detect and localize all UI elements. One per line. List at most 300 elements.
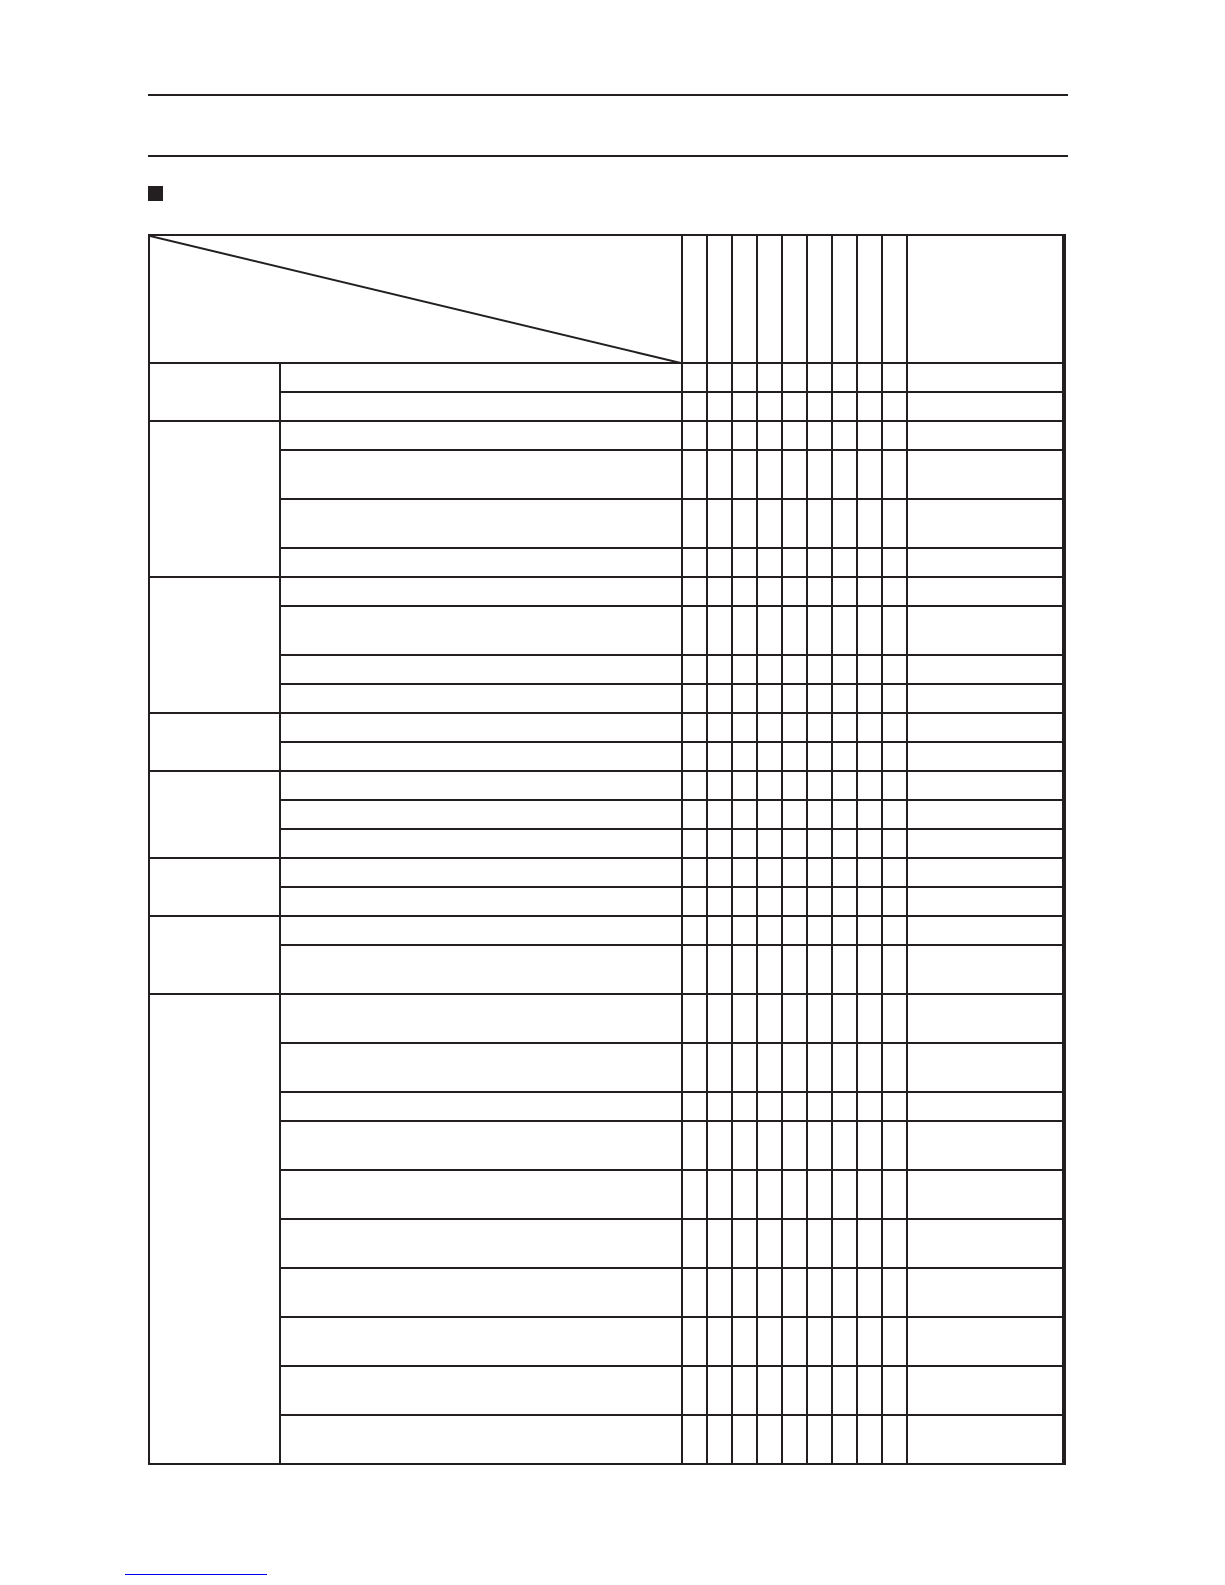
check-cell: [807, 1415, 832, 1464]
check-cell: [782, 548, 807, 577]
check-cell: [707, 800, 732, 829]
check-cell: [782, 858, 807, 887]
row-label-cell: [280, 771, 682, 800]
remarks-cell: [1063, 887, 1065, 916]
check-cell: [857, 499, 882, 548]
remarks-cell: [1063, 1170, 1065, 1219]
header-row: [149, 235, 1065, 363]
check-cell: [807, 1366, 832, 1415]
check-cell: [732, 1415, 757, 1464]
remarks-cell: [1063, 1317, 1065, 1366]
check-cell: [782, 363, 807, 392]
check-cell: [807, 363, 832, 392]
table-row: [149, 1170, 1065, 1219]
check-cell: [707, 1219, 732, 1268]
check-cell: [782, 1219, 807, 1268]
check-cell: [757, 1170, 782, 1219]
check-cell: [857, 800, 882, 829]
table-row: [149, 1043, 1065, 1092]
header-rule-bottom: [148, 155, 1068, 157]
remarks-cell: [1063, 548, 1065, 577]
check-cell: [832, 858, 857, 887]
check-cell: [707, 548, 732, 577]
remarks-cell: [1063, 1092, 1065, 1121]
check-cell: [732, 829, 757, 858]
check-cell: [807, 713, 832, 742]
check-cell: [882, 450, 907, 499]
check-cell: [857, 450, 882, 499]
check-cell: [807, 450, 832, 499]
column-header-8: [857, 235, 882, 363]
check-cell: [857, 829, 882, 858]
check-cell: [757, 655, 782, 684]
check-cell: [682, 1170, 707, 1219]
remarks-cell: [1063, 858, 1065, 887]
table-row: [149, 1121, 1065, 1170]
check-cell: [682, 742, 707, 771]
table-row: [149, 1366, 1065, 1415]
row-label-cell: [280, 1219, 682, 1268]
check-cell: [882, 887, 907, 916]
check-cell: [882, 771, 907, 800]
check-cell: [907, 684, 1063, 713]
check-cell: [832, 887, 857, 916]
check-cell: [707, 1268, 732, 1317]
check-cell: [907, 1043, 1063, 1092]
table-row: [149, 363, 1065, 392]
check-cell: [907, 829, 1063, 858]
check-cell: [732, 1366, 757, 1415]
table-row: [149, 800, 1065, 829]
check-cell: [757, 363, 782, 392]
check-cell: [757, 945, 782, 994]
check-cell: [857, 1219, 882, 1268]
check-cell: [732, 655, 757, 684]
check-cell: [882, 1043, 907, 1092]
check-cell: [857, 1317, 882, 1366]
check-cell: [807, 887, 832, 916]
check-cell: [682, 606, 707, 655]
group-label-cell: [149, 771, 280, 858]
check-cell: [882, 742, 907, 771]
check-cell: [707, 916, 732, 945]
check-cell: [832, 421, 857, 450]
check-cell: [757, 1043, 782, 1092]
check-cell: [732, 684, 757, 713]
check-cell: [832, 916, 857, 945]
check-cell: [732, 1268, 757, 1317]
check-cell: [882, 684, 907, 713]
check-cell: [782, 1170, 807, 1219]
check-cell: [757, 858, 782, 887]
check-cell: [807, 742, 832, 771]
check-cell: [732, 713, 757, 742]
check-cell: [857, 1366, 882, 1415]
check-cell: [732, 1043, 757, 1092]
remarks-cell: [1063, 1415, 1065, 1464]
check-cell: [757, 916, 782, 945]
remarks-cell: [1063, 392, 1065, 421]
group-label-cell: [149, 713, 280, 771]
check-cell: [682, 1268, 707, 1317]
check-cell: [907, 421, 1063, 450]
check-cell: [682, 916, 707, 945]
check-cell: [782, 655, 807, 684]
row-label-cell: [280, 713, 682, 742]
check-cell: [807, 800, 832, 829]
check-cell: [682, 684, 707, 713]
table-row: [149, 421, 1065, 450]
check-cell: [857, 684, 882, 713]
check-cell: [707, 1317, 732, 1366]
check-cell: [882, 1415, 907, 1464]
check-cell: [907, 945, 1063, 994]
column-header-9: [882, 235, 907, 363]
check-cell: [782, 1317, 807, 1366]
check-cell: [782, 916, 807, 945]
check-cell: [907, 1121, 1063, 1170]
check-cell: [857, 1092, 882, 1121]
check-cell: [807, 655, 832, 684]
row-label-cell: [280, 1092, 682, 1121]
check-cell: [707, 1092, 732, 1121]
table-row: [149, 606, 1065, 655]
check-cell: [907, 450, 1063, 499]
check-cell: [807, 1092, 832, 1121]
group-label-cell: [149, 858, 280, 916]
check-cell: [882, 577, 907, 606]
check-cell: [757, 742, 782, 771]
column-header-7: [832, 235, 857, 363]
row-label-cell: [280, 916, 682, 945]
row-label-cell: [280, 392, 682, 421]
check-cell: [832, 994, 857, 1043]
check-cell: [882, 829, 907, 858]
table-row: [149, 1219, 1065, 1268]
check-cell: [732, 450, 757, 499]
check-cell: [907, 1317, 1063, 1366]
remarks-cell: [1063, 684, 1065, 713]
check-cell: [707, 1415, 732, 1464]
check-cell: [782, 994, 807, 1043]
check-cell: [757, 771, 782, 800]
check-cell: [907, 994, 1063, 1043]
check-cell: [707, 1366, 732, 1415]
check-cell: [832, 499, 857, 548]
check-cell: [857, 577, 882, 606]
check-cell: [682, 887, 707, 916]
group-label-cell: [149, 916, 280, 994]
check-cell: [807, 771, 832, 800]
check-cell: [707, 655, 732, 684]
check-cell: [832, 800, 857, 829]
check-cell: [782, 1121, 807, 1170]
group-label-cell: [149, 421, 280, 577]
check-cell: [832, 1317, 857, 1366]
check-cell: [682, 1121, 707, 1170]
check-cell: [832, 1170, 857, 1219]
check-cell: [882, 1268, 907, 1317]
diagonal-header-cell: [149, 235, 682, 363]
check-cell: [907, 577, 1063, 606]
check-cell: [882, 713, 907, 742]
check-cell: [757, 606, 782, 655]
check-cell: [682, 1317, 707, 1366]
check-cell: [832, 684, 857, 713]
check-cell: [732, 858, 757, 887]
check-cell: [732, 994, 757, 1043]
check-cell: [782, 713, 807, 742]
table-row: [149, 1092, 1065, 1121]
check-cell: [882, 800, 907, 829]
check-cell: [732, 800, 757, 829]
check-cell: [907, 887, 1063, 916]
check-cell: [757, 994, 782, 1043]
check-cell: [732, 421, 757, 450]
check-cell: [682, 1092, 707, 1121]
table-row: [149, 945, 1065, 994]
table-row: [149, 1415, 1065, 1464]
check-cell: [807, 858, 832, 887]
check-cell: [682, 945, 707, 994]
row-label-cell: [280, 945, 682, 994]
check-cell: [907, 499, 1063, 548]
check-cell: [782, 771, 807, 800]
check-cell: [907, 1092, 1063, 1121]
check-cell: [882, 1121, 907, 1170]
check-cell: [782, 1043, 807, 1092]
check-cell: [757, 392, 782, 421]
check-cell: [707, 363, 732, 392]
check-cell: [807, 1170, 832, 1219]
check-cell: [707, 450, 732, 499]
check-cell: [782, 421, 807, 450]
check-cell: [907, 392, 1063, 421]
check-cell: [682, 450, 707, 499]
check-cell: [782, 1268, 807, 1317]
check-cell: [707, 421, 732, 450]
check-cell: [857, 916, 882, 945]
check-cell: [782, 887, 807, 916]
table-row: [149, 771, 1065, 800]
check-cell: [832, 1092, 857, 1121]
check-cell: [707, 742, 732, 771]
check-cell: [857, 1268, 882, 1317]
check-cell: [757, 1415, 782, 1464]
table-row: [149, 858, 1065, 887]
check-cell: [907, 1219, 1063, 1268]
check-cell: [757, 421, 782, 450]
check-cell: [807, 1043, 832, 1092]
row-label-cell: [280, 994, 682, 1043]
remarks-cell: [1063, 945, 1065, 994]
check-cell: [682, 829, 707, 858]
remarks-cell: [1063, 829, 1065, 858]
check-cell: [807, 548, 832, 577]
table-row: [149, 450, 1065, 499]
check-cell: [707, 771, 732, 800]
footer-link-underline[interactable]: [125, 1574, 267, 1575]
row-label-cell: [280, 858, 682, 887]
check-cell: [757, 1121, 782, 1170]
check-cell: [807, 829, 832, 858]
check-cell: [757, 499, 782, 548]
check-cell: [857, 1170, 882, 1219]
check-cell: [807, 577, 832, 606]
check-cell: [707, 684, 732, 713]
check-cell: [707, 392, 732, 421]
check-cell: [807, 499, 832, 548]
check-cell: [757, 1219, 782, 1268]
check-cell: [907, 1170, 1063, 1219]
diagonal-line: [150, 236, 682, 363]
row-label-cell: [280, 421, 682, 450]
check-cell: [732, 1092, 757, 1121]
remarks-cell: [1063, 577, 1065, 606]
check-cell: [782, 1366, 807, 1415]
row-label-cell: [280, 577, 682, 606]
check-cell: [907, 363, 1063, 392]
check-cell: [732, 392, 757, 421]
check-cell: [782, 742, 807, 771]
table-row: [149, 1268, 1065, 1317]
grid-table: [148, 234, 1066, 1465]
check-cell: [857, 771, 882, 800]
check-cell: [682, 1219, 707, 1268]
check-cell: [907, 548, 1063, 577]
table-row: [149, 548, 1065, 577]
remarks-cell: [1063, 363, 1065, 392]
check-cell: [782, 499, 807, 548]
check-cell: [682, 363, 707, 392]
check-cell: [832, 577, 857, 606]
remarks-cell: [1063, 800, 1065, 829]
check-cell: [707, 1170, 732, 1219]
check-cell: [832, 606, 857, 655]
table-row: [149, 742, 1065, 771]
check-cell: [707, 1121, 732, 1170]
check-cell: [882, 1092, 907, 1121]
check-cell: [682, 994, 707, 1043]
remarks-cell: [1063, 1219, 1065, 1268]
row-label-cell: [280, 363, 682, 392]
check-cell: [732, 916, 757, 945]
check-cell: [682, 1366, 707, 1415]
row-label-cell: [280, 450, 682, 499]
check-cell: [757, 450, 782, 499]
table-row: [149, 684, 1065, 713]
check-cell: [682, 421, 707, 450]
group-label-cell: [149, 994, 280, 1464]
check-cell: [857, 713, 882, 742]
check-cell: [907, 916, 1063, 945]
check-cell: [832, 713, 857, 742]
check-cell: [757, 1366, 782, 1415]
check-cell: [732, 742, 757, 771]
check-cell: [857, 655, 882, 684]
row-label-cell: [280, 1170, 682, 1219]
check-cell: [882, 1366, 907, 1415]
check-cell: [807, 916, 832, 945]
check-cell: [832, 771, 857, 800]
remarks-cell: [1063, 450, 1065, 499]
check-cell: [732, 771, 757, 800]
check-cell: [832, 1043, 857, 1092]
check-cell: [732, 1219, 757, 1268]
check-cell: [882, 1170, 907, 1219]
check-cell: [732, 577, 757, 606]
check-cell: [682, 548, 707, 577]
row-label-cell: [280, 548, 682, 577]
check-cell: [807, 1219, 832, 1268]
check-cell: [857, 1043, 882, 1092]
row-label-cell: [280, 829, 682, 858]
check-cell: [882, 655, 907, 684]
check-cell: [732, 499, 757, 548]
check-cell: [707, 577, 732, 606]
check-cell: [857, 742, 882, 771]
column-header-4: [757, 235, 782, 363]
row-label-cell: [280, 887, 682, 916]
check-cell: [682, 392, 707, 421]
check-cell: [782, 1415, 807, 1464]
remarks-cell: [1063, 1043, 1065, 1092]
check-cell: [782, 1092, 807, 1121]
check-cell: [882, 945, 907, 994]
remarks-cell: [1063, 606, 1065, 655]
check-cell: [707, 887, 732, 916]
row-label-cell: [280, 1268, 682, 1317]
column-header-6: [807, 235, 832, 363]
remarks-cell: [1063, 421, 1065, 450]
check-cell: [782, 945, 807, 994]
table-row: [149, 887, 1065, 916]
check-cell: [882, 916, 907, 945]
check-cell: [857, 858, 882, 887]
check-cell: [807, 421, 832, 450]
check-cell: [857, 1121, 882, 1170]
check-cell: [782, 577, 807, 606]
check-cell: [757, 829, 782, 858]
check-cell: [682, 499, 707, 548]
remarks-cell: [1063, 499, 1065, 548]
row-label-cell: [280, 1121, 682, 1170]
check-cell: [907, 713, 1063, 742]
row-label-cell: [280, 1317, 682, 1366]
check-cell: [907, 655, 1063, 684]
check-cell: [832, 1219, 857, 1268]
check-cell: [882, 994, 907, 1043]
check-cell: [707, 713, 732, 742]
check-cell: [757, 713, 782, 742]
check-cell: [907, 742, 1063, 771]
remarks-cell: [1063, 994, 1065, 1043]
column-header-5: [782, 235, 807, 363]
check-cell: [807, 1317, 832, 1366]
check-cell: [782, 800, 807, 829]
check-cell: [732, 945, 757, 994]
check-cell: [857, 548, 882, 577]
check-cell: [682, 1043, 707, 1092]
check-cell: [857, 887, 882, 916]
check-cell: [882, 363, 907, 392]
remarks-cell: [1063, 655, 1065, 684]
check-cell: [882, 1317, 907, 1366]
check-cell: [732, 1170, 757, 1219]
remarks-cell: [1063, 771, 1065, 800]
check-cell: [807, 606, 832, 655]
check-cell: [857, 994, 882, 1043]
